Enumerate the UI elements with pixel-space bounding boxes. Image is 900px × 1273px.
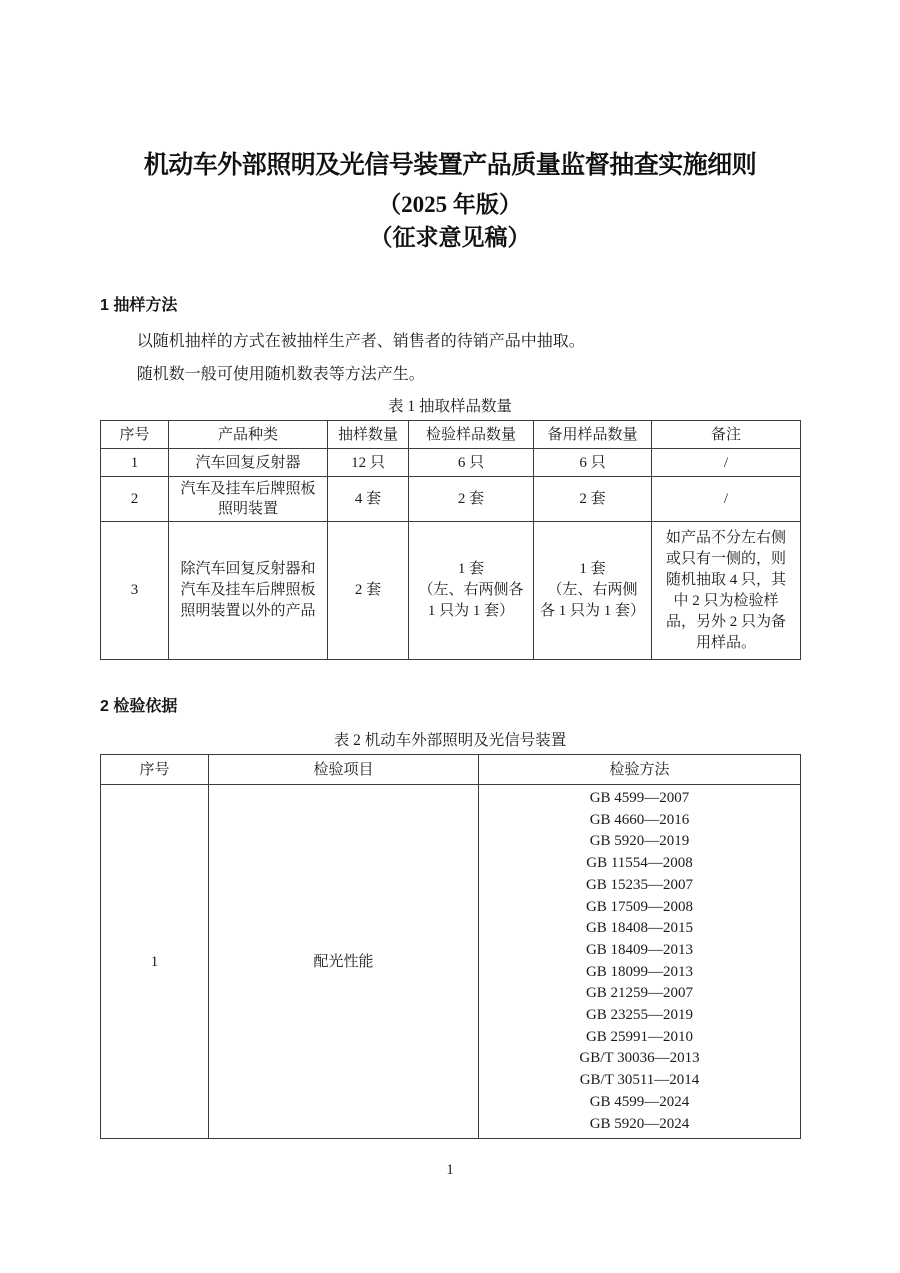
method-line: GB 5920—2024	[589, 1115, 690, 1132]
table-1-header-test-qty: 检验样品数量	[409, 421, 534, 449]
table-2-header-row	[101, 755, 801, 785]
title-line-3: （征求意见稿）	[369, 225, 531, 250]
title-line-2: （2025 年版）	[378, 192, 522, 217]
method-line: GB 18099—2013	[585, 963, 694, 980]
sampling-quantity-table	[100, 420, 801, 660]
page-number: 1	[446, 1162, 454, 1178]
section-2-heading: 2 检验依据	[100, 698, 178, 715]
method-line: GB 4660—2016	[589, 811, 690, 828]
table-2-header-item: 检验项目	[209, 755, 479, 785]
cell-sample-qty: 2 套	[328, 522, 409, 660]
cell-remark: /	[652, 449, 801, 477]
table-1-header-remark: 备注	[652, 421, 801, 449]
table-2-header-seq: 序号	[101, 755, 209, 785]
method-line: GB/T 30511—2014	[579, 1072, 700, 1089]
cell-test-qty: 2 套	[409, 477, 534, 522]
cell-seq: 2	[101, 477, 169, 522]
cell-seq: 1	[101, 449, 169, 477]
table-1-header-sample-qty: 抽样数量	[328, 421, 409, 449]
method-line: GB 18408—2015	[585, 920, 694, 937]
table-2-header-method: 检验方法	[479, 755, 801, 785]
cell-backup-qty: 6 只	[534, 449, 652, 477]
cell-sample-qty: 12 只	[328, 449, 409, 477]
table-1-header-row	[101, 421, 801, 449]
inspection-basis-table	[100, 754, 801, 1139]
method-line: GB 5920—2019	[589, 833, 690, 850]
paragraph-sampling-method: 以随机抽样的方式在被抽样生产者、销售者的待销产品中抽取。	[136, 333, 585, 350]
method-line: GB 18409—2013	[585, 941, 694, 958]
section-1-heading: 1 抽样方法	[100, 297, 178, 314]
cell-remark: 如产品不分左右侧 或只有一侧的，则 随机抽取 4 只，其 中 2 只为检验样 品，另外 2 只为备 用样品。	[652, 522, 801, 660]
method-line: GB 17509—2008	[585, 898, 694, 915]
method-line: GB 4599—2007	[589, 790, 690, 806]
cell-remark: /	[652, 477, 801, 522]
table-1-header-seq: 序号	[101, 421, 169, 449]
cell-product: 除汽车回复反射器和 汽车及挂车后牌照板 照明装置以外的产品	[169, 522, 328, 660]
table-1-caption: 表 1 抽取样品数量	[387, 398, 512, 415]
cell-test-qty: 1 套 （左、右两侧各 1 只为 1 套）	[409, 522, 534, 660]
cell-seq: 3	[101, 522, 169, 660]
method-line: GB 21259—2007	[585, 985, 694, 1002]
method-line: GB 15235—2007	[585, 876, 694, 893]
table-row	[101, 477, 801, 522]
cell-backup-qty: 1 套 （左、右两侧 各 1 只为 1 套）	[534, 522, 652, 660]
table-row	[101, 449, 801, 477]
table-1-header-backup-qty: 备用样品数量	[534, 421, 652, 449]
table-row	[101, 522, 801, 660]
cell-product: 汽车回复反射器	[169, 449, 328, 477]
paragraph-random-number: 随机数一般可使用随机数表等方法产生。	[136, 366, 425, 383]
cell-sample-qty: 4 套	[328, 477, 409, 522]
table-2-caption: 表 2 机动车外部照明及光信号装置	[333, 732, 567, 749]
cell-backup-qty: 2 套	[534, 477, 652, 522]
method-line: GB 11554—2008	[586, 855, 693, 872]
method-line: GB 4599—2024	[589, 1093, 690, 1110]
table-1-header-product: 产品种类	[169, 421, 328, 449]
table-row	[101, 785, 801, 1139]
method-line: GB 23255—2019	[585, 1007, 694, 1024]
cell-inspection-item: 配光性能	[209, 785, 479, 1139]
cell-seq: 1	[101, 785, 209, 1139]
method-line: GB 25991—2010	[585, 1028, 694, 1045]
cell-product: 汽车及挂车后牌照板 照明装置	[169, 477, 328, 522]
doc-title	[100, 0, 800, 253]
cell-test-qty: 6 只	[409, 449, 534, 477]
cell-inspection-methods	[479, 785, 801, 1139]
document-content	[100, 0, 800, 1139]
title-line-1: 机动车外部照明及光信号装置产品质量监督抽查实施细则	[143, 152, 757, 179]
method-line: GB/T 30036—2013	[579, 1050, 700, 1067]
